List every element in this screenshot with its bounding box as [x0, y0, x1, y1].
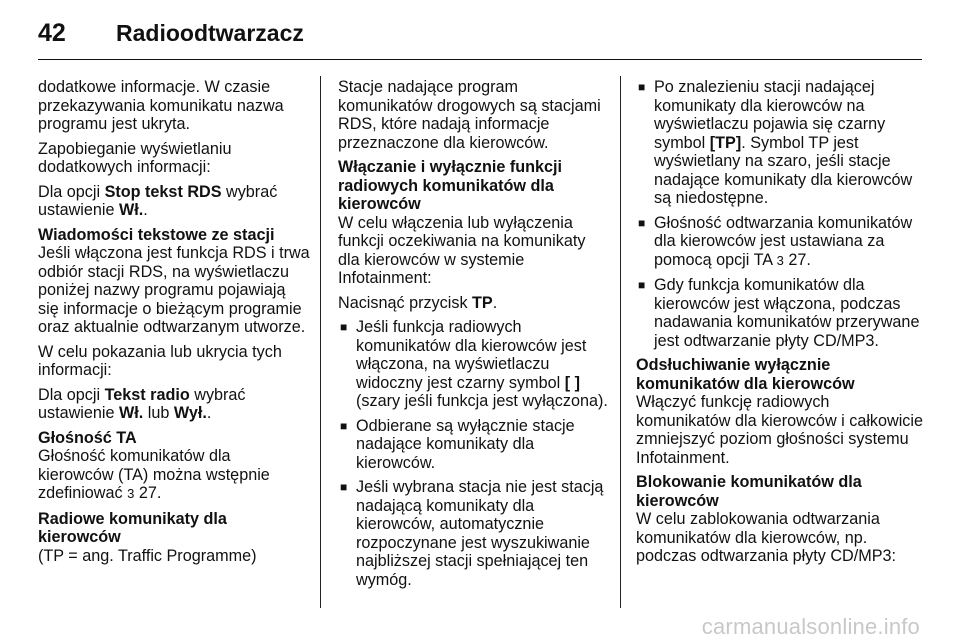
- paragraph: Jeśli włączona jest funkcja RDS i trwa odbiór stacji RDS, na wyświetlaczu poniżej nazwy programu pojawiają się informacje o bieżącym programie oraz aktualnie odtwarzanym utworze.: [38, 244, 310, 336]
- setting-value: Wł.: [119, 201, 144, 219]
- page-header: [38, 16, 304, 50]
- symbol-label: [ ]: [564, 373, 580, 392]
- page-reference-icon: 3: [127, 486, 135, 501]
- column-2: [338, 78, 610, 595]
- paragraph: W celu pokazania lub ukrycia tych informacji:: [38, 342, 282, 379]
- bullet-icon: ■: [638, 80, 646, 94]
- paragraph: Dla opcji Stop tekst RDS wybrać ustawienie Wł..: [38, 182, 278, 219]
- paragraph: (TP = ang. Traffic Programme): [38, 546, 257, 565]
- paragraph: Dla opcji Tekst radio wybrać ustawienie Wł. lub Wył..: [38, 385, 246, 422]
- list-item: ■ Po znalezieniu stacji nadającej komunikaty dla kierowców na wyświetlaczu pojawia się czarny symbol [TP]. Symbol TP jest wyświetlany na szaro, jeśli stacje nadające komunikaty dla kierowców są niedostępne.: [638, 78, 913, 207]
- bullet-icon: ■: [340, 320, 348, 334]
- paragraph: Nacisnąć przycisk TP.: [338, 293, 498, 312]
- button-label: TP: [472, 293, 493, 312]
- symbol-label: [TP]: [709, 133, 742, 152]
- section-heading: Odsłuchiwanie wyłącznie komunikatów dla kierowców: [636, 356, 855, 393]
- list-item: ■ Odbierane są wyłącznie stacje nadające komunikaty dla kierowców.: [340, 416, 575, 472]
- header-rule: [38, 59, 922, 60]
- section-heading: Wiadomości tekstowe ze stacji: [38, 225, 275, 244]
- menu-option-label: Tekst radio: [104, 385, 190, 404]
- page-number: 42: [38, 18, 66, 47]
- paragraph: W celu włączenia lub wyłączenia funkcji oczekiwania na komunikaty dla kierowców w systemie Infotainment:: [338, 213, 586, 287]
- page-reference[interactable]: 27.: [783, 250, 811, 269]
- paragraph: Zapobieganie wyświetlaniu dodatkowych informacji:: [38, 139, 232, 176]
- list-item: ■ Jeśli wybrana stacja nie jest stacją nadającą komunikaty dla kierowców, automatycznie rozpoczynane jest wyszukiwanie najbliższej stacji spełniającej ten wymóg.: [340, 478, 604, 589]
- chapter-title: Radioodtwarzacz: [116, 19, 304, 46]
- paragraph: Głośność komunikatów dla kierowców (TA) można wstępnie zdefiniować 3 27.: [38, 447, 270, 502]
- page-reference-icon: 3: [776, 252, 784, 268]
- paragraph: Stacje nadające program komunikatów drogowych są stacjami RDS, które nadają informacje przeznaczone dla kierowców.: [338, 78, 601, 152]
- bullet-icon: ■: [638, 215, 646, 230]
- bullet-icon: ■: [340, 418, 348, 433]
- paragraph: dodatkowe informacje. W czasie przekazywania komunikatu nazwa programu jest ukryta.: [38, 78, 284, 133]
- bullet-icon: ■: [340, 480, 348, 494]
- menu-option-label: Stop tekst RDS: [104, 182, 222, 201]
- section-heading: Głośność TA: [38, 428, 137, 447]
- section-heading: Włączanie i wyłącznie funkcji radiowych komunikatów dla kierowców: [338, 158, 563, 213]
- paragraph: Włączyć funkcję radiowych komunikatów dla kierowców i całkowicie zmniejszyć poziom głośności systemu Infotainment.: [636, 393, 923, 467]
- setting-value: Wł.: [119, 404, 144, 422]
- list-item: ■ Głośność odtwarzania komunikatów dla kierowców jest ustawiana za pomocą opcji TA 3 27.: [638, 213, 913, 269]
- section-heading: Blokowanie komunikatów dla kierowców: [636, 473, 862, 510]
- bullet-icon: ■: [638, 278, 646, 292]
- list-item: ■ Jeśli funkcja radiowych komunikatów dla kierowców jest włączona, na wyświetlaczu widoczny jest czarny symbol [ ] (szary jeśli funkcja jest wyłączona).: [340, 318, 608, 410]
- watermark: carmanualsonline.info: [701, 614, 920, 639]
- section-heading: Radiowe komunikaty dla kierowców: [38, 509, 227, 546]
- column-3: [636, 78, 926, 572]
- column-divider: [320, 76, 321, 608]
- column-divider: [620, 76, 621, 608]
- page-reference[interactable]: 27.: [134, 484, 162, 502]
- setting-value: Wył.: [173, 404, 207, 422]
- paragraph: W celu zablokowania odtwarzania komunikatów dla kierowców, np. podczas odtwarzania płyty CD/MP3:: [636, 510, 897, 565]
- list-item: ■ Gdy funkcja komunikatów dla kierowców jest włączona, podczas nadawania komunikatów przerywane jest odtwarzanie płyty CD/MP3.: [638, 276, 920, 350]
- column-1: [38, 78, 310, 571]
